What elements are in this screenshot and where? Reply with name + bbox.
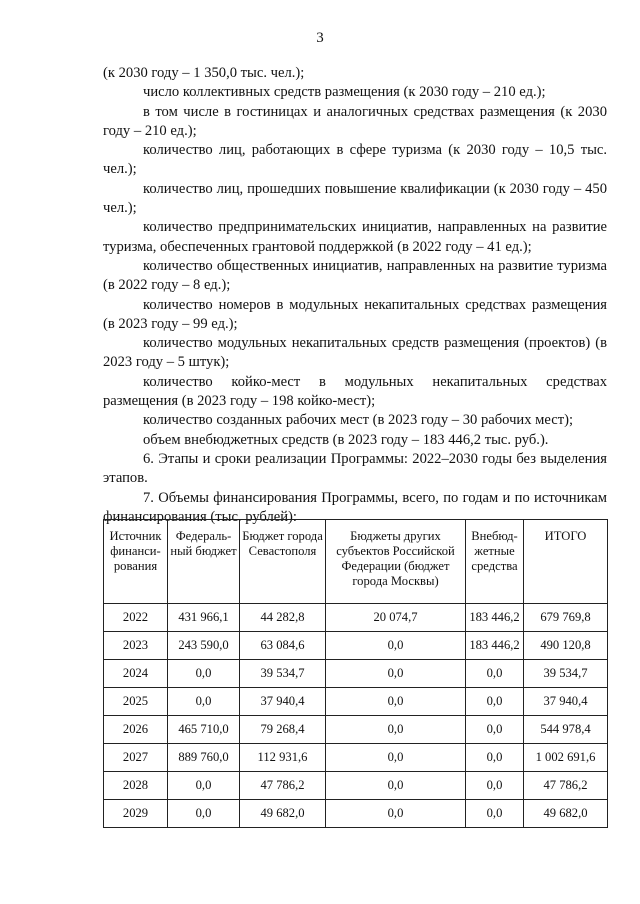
table-row bbox=[104, 716, 608, 744]
table-row bbox=[104, 688, 608, 716]
paragraph: (к 2030 году – 1 350,0 тыс. чел.); bbox=[103, 65, 305, 81]
paragraph: количество лиц, прошедших повышение квалификации (к 2030 году – 450 чел.); bbox=[103, 180, 607, 217]
section-7-paragraph: 7. Объемы финансирования Программы, всего, по годам и по источникам финансирования (тыс. рублей): bbox=[103, 489, 607, 525]
table-row bbox=[104, 604, 608, 632]
cell-total: 39 534,7 bbox=[524, 660, 608, 688]
cell-sevastopol: 63 084,6 bbox=[240, 632, 326, 660]
cell-total: 49 682,0 bbox=[524, 800, 608, 828]
cell-extrabudgetary: 0,0 bbox=[466, 744, 524, 772]
cell-other-regions: 0,0 bbox=[326, 660, 466, 688]
cell-federal: 889 760,0 bbox=[168, 744, 240, 772]
cell-year: 2027 bbox=[104, 744, 168, 772]
header-extrabudgetary: Внебюд-жетные средства bbox=[466, 520, 524, 604]
cell-federal: 0,0 bbox=[168, 772, 240, 800]
table-row bbox=[104, 800, 608, 828]
table-row bbox=[104, 632, 608, 660]
cell-sevastopol: 49 682,0 bbox=[240, 800, 326, 828]
cell-other-regions: 0,0 bbox=[326, 632, 466, 660]
cell-federal: 0,0 bbox=[168, 660, 240, 688]
paragraph: число коллективных средств размещения (к 2030 году – 210 ед.); bbox=[143, 84, 546, 101]
cell-extrabudgetary: 183 446,2 bbox=[466, 632, 524, 660]
table-body bbox=[104, 604, 608, 828]
paragraph: количество модульных некапитальных средств размещения (проектов) (в 2023 году – 5 штук); bbox=[103, 335, 607, 371]
cell-other-regions: 20 074,7 bbox=[326, 604, 466, 632]
cell-federal: 0,0 bbox=[168, 800, 240, 828]
cell-federal: 243 590,0 bbox=[168, 632, 240, 660]
paragraph: количество койко-мест в модульных некапитальных средствах размещения (в 2023 году – 198 койко-мест); bbox=[103, 373, 607, 410]
cell-federal: 465 710,0 bbox=[168, 716, 240, 744]
cell-total: 37 940,4 bbox=[524, 688, 608, 716]
cell-year: 2022 bbox=[104, 604, 168, 632]
cell-total: 544 978,4 bbox=[524, 716, 608, 744]
financing-table bbox=[103, 519, 608, 828]
cell-total: 1 002 691,6 bbox=[524, 744, 608, 772]
section-6-paragraph: 6. Этапы и сроки реализации Программы: 2022–2030 годы без выделения этапов. bbox=[103, 450, 607, 487]
paragraph: количество созданных рабочих мест (в 2023 году – 30 рабочих мест); bbox=[143, 412, 574, 429]
cell-other-regions: 0,0 bbox=[326, 772, 466, 800]
header-total: ИТОГО bbox=[524, 520, 608, 604]
cell-extrabudgetary: 0,0 bbox=[466, 716, 524, 744]
table-row bbox=[104, 772, 608, 800]
cell-year: 2029 bbox=[104, 800, 168, 828]
table-row bbox=[104, 744, 608, 772]
cell-sevastopol: 44 282,8 bbox=[240, 604, 326, 632]
cell-extrabudgetary: 0,0 bbox=[466, 688, 524, 716]
cell-sevastopol: 112 931,6 bbox=[240, 744, 326, 772]
paragraph: количество предпринимательских инициатив, направленных на развитие туризма, обеспеченных грантовой поддержкой (в 2022 году – 41 ед.); bbox=[103, 219, 607, 255]
header-source: Источник финанси-рования bbox=[104, 520, 168, 604]
header-federal-budget: Федераль-ный бюджет bbox=[168, 520, 240, 604]
cell-other-regions: 0,0 bbox=[326, 744, 466, 772]
cell-federal: 0,0 bbox=[168, 688, 240, 716]
cell-extrabudgetary: 0,0 bbox=[466, 800, 524, 828]
cell-other-regions: 0,0 bbox=[326, 800, 466, 828]
paragraph: в том числе в гостиницах и аналогичных средствах размещения (к 2030 году – 210 ед.); bbox=[103, 103, 607, 139]
cell-sevastopol: 47 786,2 bbox=[240, 772, 326, 800]
header-other-regions-budget: Бюджеты других субъектов Российской Федерации (бюджет города Москвы) bbox=[326, 520, 466, 604]
cell-sevastopol: 79 268,4 bbox=[240, 716, 326, 744]
cell-year: 2024 bbox=[104, 660, 168, 688]
cell-other-regions: 0,0 bbox=[326, 716, 466, 744]
cell-year: 2025 bbox=[104, 688, 168, 716]
document-body bbox=[103, 64, 607, 527]
cell-total: 490 120,8 bbox=[524, 632, 608, 660]
table-row bbox=[104, 660, 608, 688]
financing-table-container bbox=[103, 519, 607, 828]
cell-extrabudgetary: 0,0 bbox=[466, 772, 524, 800]
page-number: 3 bbox=[316, 30, 324, 46]
cell-year: 2028 bbox=[104, 772, 168, 800]
paragraph: количество лиц, работающих в сфере туризма (к 2030 году – 10,5 тыс. чел.); bbox=[103, 142, 607, 178]
cell-sevastopol: 39 534,7 bbox=[240, 660, 326, 688]
cell-total: 47 786,2 bbox=[524, 772, 608, 800]
cell-sevastopol: 37 940,4 bbox=[240, 688, 326, 716]
cell-year: 2026 bbox=[104, 716, 168, 744]
paragraph: объем внебюджетных средств (в 2023 году – 183 446,2 тыс. руб.). bbox=[143, 431, 549, 448]
cell-extrabudgetary: 183 446,2 bbox=[466, 604, 524, 632]
paragraph: количество общественных инициатив, направленных на развитие туризма (в 2022 году – 8 ед.); bbox=[103, 257, 607, 294]
table-header-row bbox=[104, 520, 608, 604]
cell-extrabudgetary: 0,0 bbox=[466, 660, 524, 688]
cell-federal: 431 966,1 bbox=[168, 604, 240, 632]
cell-total: 679 769,8 bbox=[524, 604, 608, 632]
cell-year: 2023 bbox=[104, 632, 168, 660]
cell-other-regions: 0,0 bbox=[326, 688, 466, 716]
header-sevastopol-budget: Бюджет города Севастополя bbox=[240, 520, 326, 604]
paragraph: количество номеров в модульных некапитальных средствах размещения (в 2023 году – 99 ед.); bbox=[103, 296, 607, 332]
